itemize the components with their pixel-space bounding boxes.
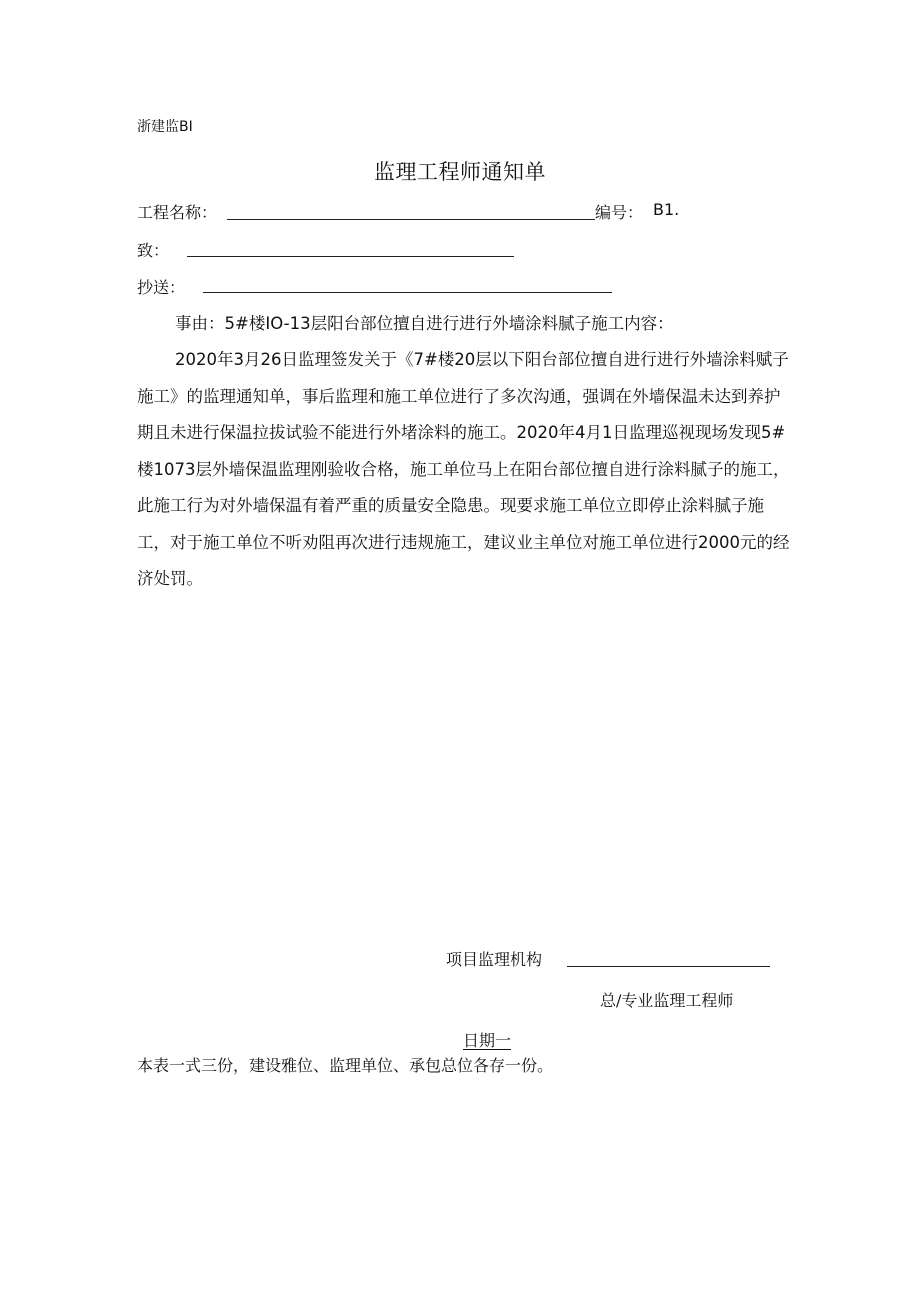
date-label: 日期一	[463, 1031, 512, 1050]
cc-label: 抄送：	[137, 278, 186, 297]
subject-text: 事由：5#楼IO-13层阳台部位擅自进行进行外墙涂料腻子施工内容：	[175, 314, 674, 333]
to-field[interactable]	[187, 256, 514, 257]
supervision-org-field[interactable]	[567, 966, 770, 967]
form-code: 浙建监BI	[137, 119, 193, 135]
footer-note: 本表一式三份，建设雅位、监理单位、承包总位各存一份。	[137, 1056, 554, 1075]
number-label: 编号：	[595, 203, 644, 222]
subject-paragraph	[137, 306, 793, 343]
project-name-field[interactable]	[227, 219, 595, 220]
body-text: 2020年3月26日监理签发关于《7#楼20层以下阳台部位擅自进行进行外墙涂料赋子施工》的监理通知单，事后监理和施工单位进行了多次沟通，强调在外墙保温未达到养护期且未进行保温拉拔试验不能进行外堵涂料的施工。2020年4月1日监理巡视现场发现5#楼1073层外墙保温监理刚验收合格，施工单位马上在阳台部位擅自进行涂料腻子的施工，此施工行为对外墙保温有着严重的质量安全隐患。现要求施工单位立即停止涂料腻子施工，对于施工单位不听劝阻再次进行违规施工，建议业主单位对施工单位进行2000元的经济处罚。	[137, 350, 790, 588]
body-paragraph	[137, 342, 793, 598]
engineer-label: 总/专业监理工程师	[600, 991, 734, 1010]
supervision-org-label: 项目监理机构	[446, 950, 543, 969]
number-value: B1.	[653, 200, 680, 219]
project-name-label: 工程名称：	[137, 203, 218, 222]
cc-field[interactable]	[203, 292, 612, 293]
page-title: 监理工程师通知单	[374, 160, 546, 184]
to-label: 致：	[137, 241, 170, 260]
